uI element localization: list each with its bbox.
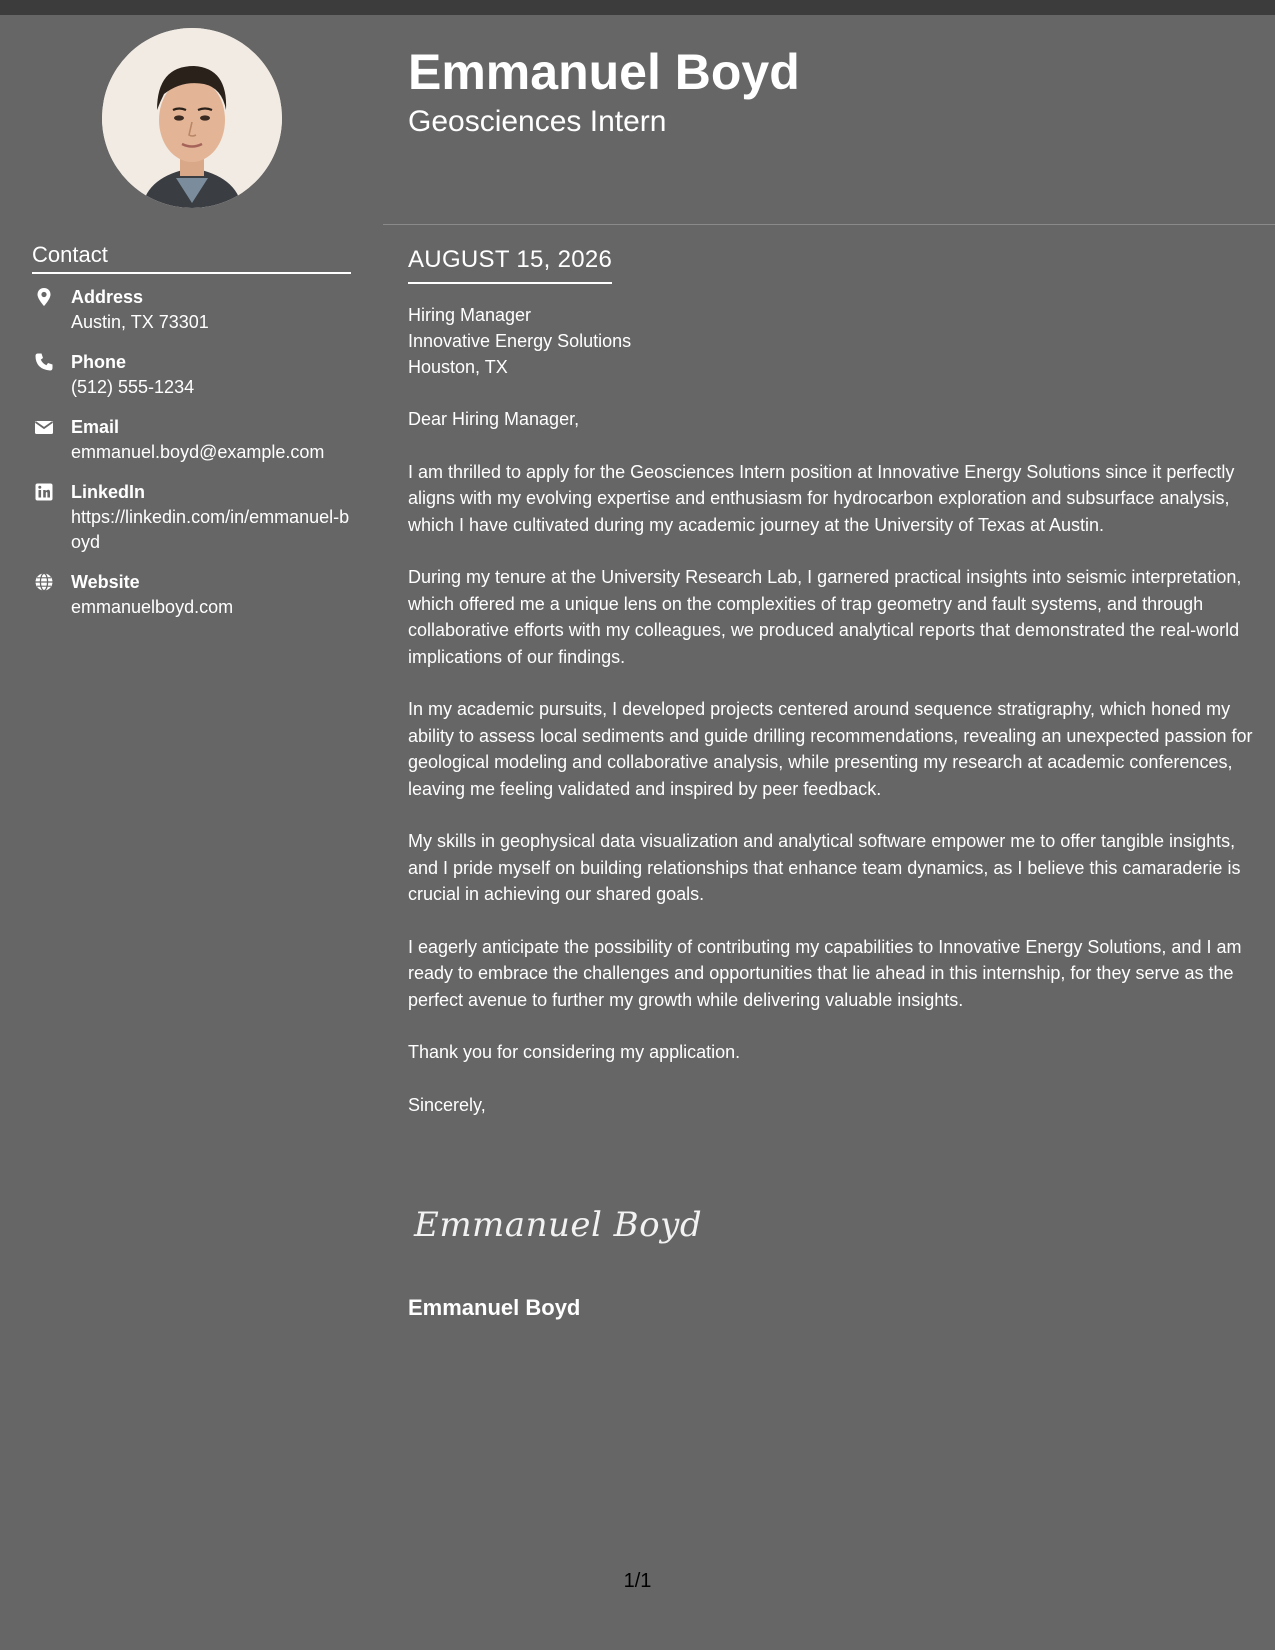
globe-icon: [34, 572, 54, 592]
paragraph: Thank you for considering my application.: [408, 1042, 741, 1062]
contact-label: Email: [71, 417, 120, 437]
closing: Sincerely,: [408, 1094, 486, 1115]
contact-phone: [32, 350, 352, 400]
contact-value: Austin, TX 73301: [71, 312, 209, 332]
page-number: 1/1: [623, 1570, 652, 1592]
recipient-block: [408, 302, 1253, 380]
paragraph: I eagerly anticipate the possibility of contributing my capabilities to Innovative Energy Solutions, and I am ready to embrace the challenges and opportunities that lie ahead in this internship, for they serve as the perfect avenue to further my growth while delivering valuable insights.: [408, 936, 1242, 1010]
header-divider: [383, 224, 1275, 225]
contact-value: (512) 555-1234: [71, 377, 195, 397]
greeting: Dear Hiring Manager,: [408, 409, 580, 429]
contact-value[interactable]: https://linkedin.com/in/emmanuel-boyd: [71, 507, 350, 552]
recipient-company: Innovative Energy Solutions: [408, 331, 632, 351]
paragraph: In my academic pursuits, I developed projects centered around sequence stratigraphy, which honed my ability to assess local sediments and guide drilling recommendations, revealing an unexpected passion for geological modeling and collaborative analysis, while presenting my research at academic conferences, leaving me feeling validated and inspired by peer feedback.: [408, 699, 1253, 799]
contact-label: Website: [71, 572, 140, 592]
contact-label: Phone: [71, 352, 127, 372]
envelope-icon: [34, 417, 54, 437]
location-pin-icon: [34, 287, 54, 307]
signer-name: Emmanuel Boyd: [408, 1295, 581, 1320]
contact-heading: Contact: [32, 240, 351, 274]
paragraph: I am thrilled to apply for the Geosciences Intern position at Innovative Energy Solutions since it perfectly aligns with my evolving expertise and enthusiasm for hydrocarbon exploration and subsurface analysis, which I have cultivated during my academic journey at the University of Texas at Austin.: [408, 461, 1235, 535]
contact-label: LinkedIn: [71, 482, 146, 502]
paragraph: During my tenure at the University Research Lab, I garnered practical insights into seismic interpretation, which offered me a unique lens on the complexities of trap geometry and fault systems, and through collaborative efforts with my colleagues, we produced analytical reports that demonstrated the real-world implications of our findings.: [408, 567, 1242, 667]
applicant-name: Emmanuel Boyd: [408, 44, 800, 100]
letter-body: [408, 302, 1253, 1144]
recipient-name: Hiring Manager: [408, 305, 532, 325]
contact-list: [32, 285, 352, 635]
phone-icon: [34, 352, 54, 372]
contact-address: [32, 285, 352, 335]
contact-label: Address: [71, 287, 144, 307]
contact-value[interactable]: emmanuel.boyd@example.com: [71, 442, 325, 462]
contact-email: [32, 415, 352, 465]
profile-photo: [102, 28, 282, 208]
letter-date: AUGUST 15, 2026: [408, 244, 612, 284]
contact-website: [32, 570, 352, 620]
recipient-location: Houston, TX: [408, 357, 508, 377]
applicant-role: Geosciences Intern: [408, 105, 667, 138]
paragraph: My skills in geophysical data visualization and analytical software empower me to offer tangible insights, and I pride myself on building relationships that enhance team dynamics, as I believe this camaraderie is crucial in achieving our shared goals.: [408, 831, 1241, 904]
top-bar: [0, 0, 1275, 15]
contact-value[interactable]: emmanuelboyd.com: [71, 597, 234, 617]
linkedin-icon: [34, 482, 54, 502]
contact-linkedin: [32, 480, 352, 555]
handwritten-signature: Emmanuel Boyd: [414, 1205, 703, 1245]
